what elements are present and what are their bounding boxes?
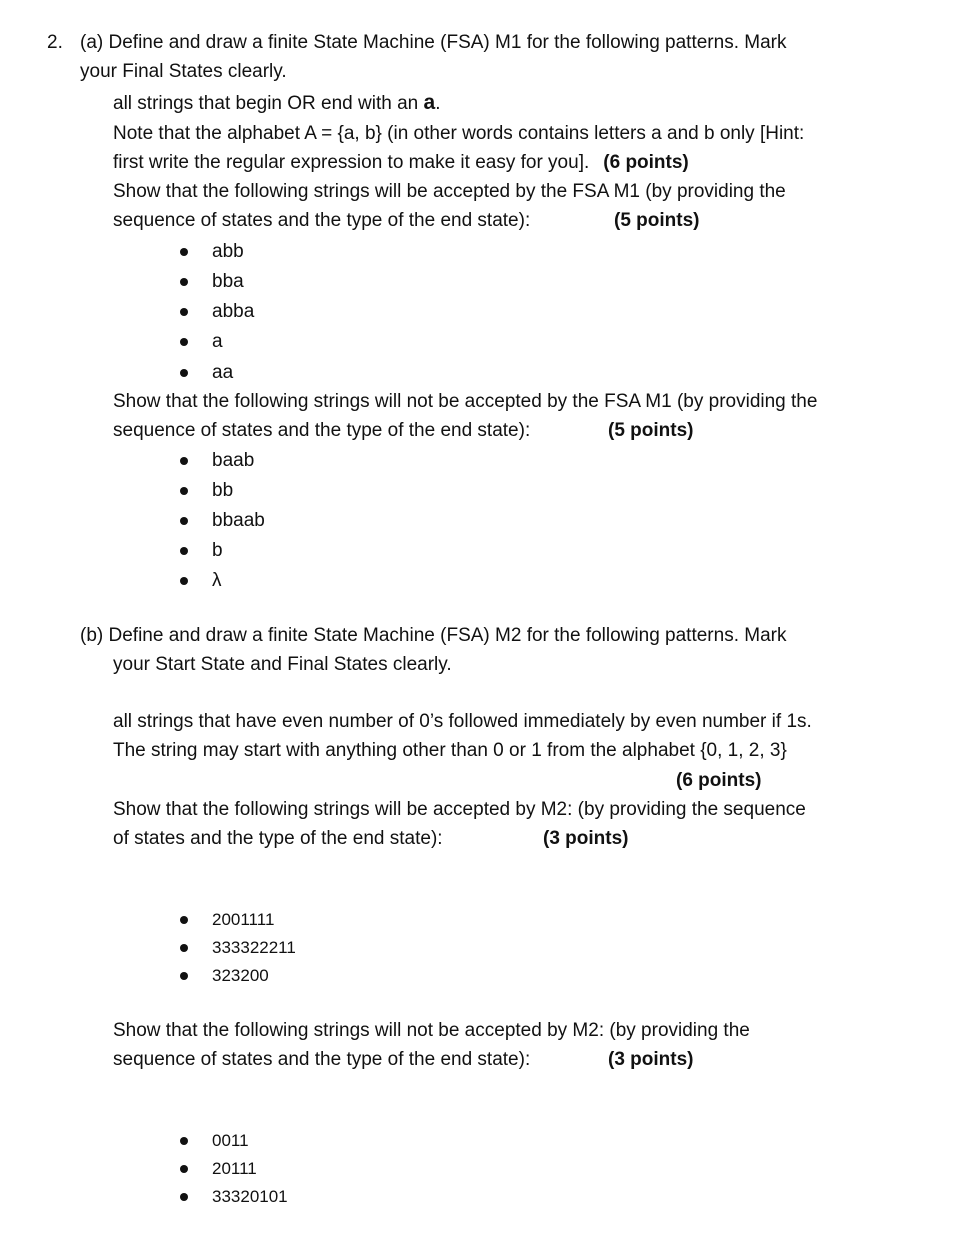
part-a-heading-line2: your Final States clearly. [80,61,287,82]
part-a-accept-line1: Show that the following strings will be accepted by the FSA M1 (by providing the [113,181,786,202]
pattern-suffix: . [435,93,441,114]
list-item-text: abb [212,241,244,262]
list-item-text: aa [212,362,234,383]
list-item-text: 0011 [212,1131,249,1150]
part-b-accept-line1: Show that the following strings will be accepted by M2: (by providing the sequence [113,799,806,820]
part-b-heading-line1: (b) Define and draw a finite State Machine (FSA) M2 for the following patterns. Mark [80,625,787,646]
note-text: first write the regular expression to make it easy for you]. [113,152,590,173]
part-a-note-line1: Note that the alphabet A = {a, b} (in other words contains letters a and b only [Hint: [113,123,805,144]
part-b-accept-points: (3 points) [543,828,629,849]
part-b-reject-line1: Show that the following strings will not be accepted by M2: (by providing the [113,1020,750,1041]
list-item-text: 33320101 [212,1187,288,1206]
list-item-text: 20111 [212,1159,257,1178]
part-a-pattern [113,91,440,116]
part-b-heading-line2: your Start State and Final States clearly. [113,654,452,675]
part-a-heading-line1: (a) Define and draw a finite State Machine (FSA) M1 for the following patterns. Mark [80,32,787,53]
part-b-pattern-line1: all strings that have even number of 0’s followed immediately by even number if 1s. [113,711,812,732]
part-a-accept-line2: sequence of states and the type of the end state): [113,210,531,231]
part-a-note-line2 [113,151,689,175]
list-item-text: λ [212,570,222,591]
list-item-text: a [212,331,223,352]
list-item-text: b [212,540,223,561]
part-b-pattern-points: (6 points) [676,770,762,791]
part-a-accept-points: (5 points) [614,210,700,231]
note-points: (6 points) [603,152,689,173]
list-item-text: baab [212,450,255,471]
part-b-reject-points: (3 points) [608,1049,694,1070]
list-item-text: 333322211 [212,938,296,957]
list-item-text: 323200 [212,966,269,985]
part-a-reject-points: (5 points) [608,420,694,441]
list-item-text: 2001111 [212,910,275,929]
part-a-reject-line1: Show that the following strings will not be accepted by the FSA M1 (by providing the [113,391,818,412]
part-b-accept-line2: of states and the type of the end state): [113,828,443,849]
pattern-prefix: all strings that begin OR end with an [113,93,424,114]
part-a-reject-line2: sequence of states and the type of the end state): [113,420,531,441]
part-b-reject-line2: sequence of states and the type of the end state): [113,1049,531,1070]
list-item-text: bbaab [212,510,265,531]
question-number: 2. [47,32,63,53]
list-item-text: bb [212,480,234,501]
list-item-text: abba [212,301,255,322]
pattern-letter: a [423,91,436,114]
part-b-pattern-line2: The string may start with anything other than 0 or 1 from the alphabet {0, 1, 2, 3} [113,740,787,761]
list-item-text: bba [212,271,244,292]
